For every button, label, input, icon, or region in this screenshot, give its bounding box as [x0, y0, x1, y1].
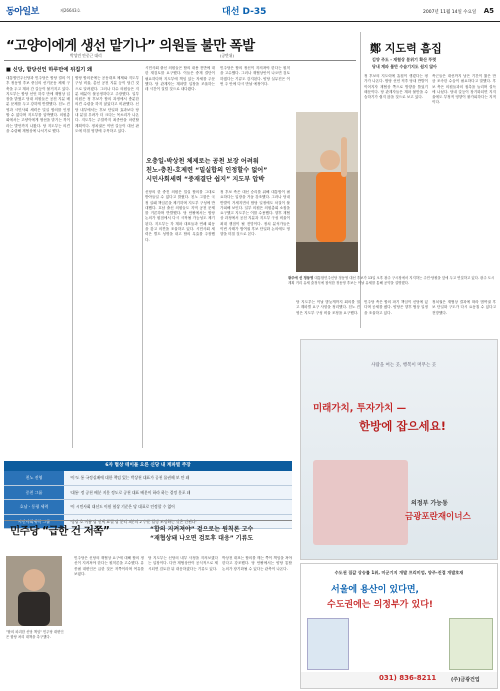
lower-photo: [6, 556, 62, 626]
ad2-phone: 031) 836-8211: [379, 674, 437, 682]
table-row-value: '이 시민사회 대선도 이원 협상 기준은 당 대표로 인정할 수 없어: [64, 500, 292, 514]
mid-heading-1: 오충일-박상천 체제로는 공천 보장 어려워: [146, 158, 259, 165]
quote-head-2: “재협상돼 나오면 검토후 대응” 기류도: [150, 535, 254, 542]
article-column-2: 합당 합의문에는 공동대표 체제와 지도부 구성 비율, 총선 공천 지분 등이 담긴 것으로 알려졌다. 그러나 다수 의원들은 지분 배분이 불공정하다고 주장했다. 일부 의원은 정 후보가 합의 과정에서 충분한 의견 수렴을 하지 않았다고 비판했다. 신당 내부에서는 후보 단일화 효과보다 당내 분열 우려가 더 크다는 목소리가 나온다. 지도부는 주말까지 최종안을 마련할 계획이다. 정치권은 이번 갈등이 대선 판도에 미칠 영향에 주목하고 있다.: [75, 76, 139, 133]
lower-photo-illustration: [6, 556, 62, 626]
column-text-2: 측근들은 대선까지 남은 기간이 짧은 만큼 조속한 수습이 필요하다고 말했다. 후보 측은 의원들과의 접촉을 늘리며 설득에 나섰다. 당내 갈등이 장기화되면 지지율에도 부정적 영향이 불가피하다는 지적이다.: [432, 74, 496, 105]
table-row-value: '대통' 정 공천 배분 지분 정도로 공천 대표 배분이 하라 하는 결정 분포 돼: [64, 486, 292, 500]
mid-heading-3: 시민사회세력 “중재결단 쉽지” 지도부 압박: [146, 176, 265, 183]
right-lower-col-3: 정치권은 재협상 결과에 따라 범여권 후보 단일화 구도가 다시 요동칠 수 있다고 전망했다.: [432, 300, 496, 315]
ad-line-2: 한방에 잡으세요!: [359, 419, 447, 433]
ad2-logo-box: [307, 618, 349, 670]
ad-tagline: 사람을 여는 곳, 행복이 머무는 곳: [371, 363, 437, 368]
ad-image: [313, 460, 408, 545]
article-column-3b: 민주당은 합의 정신이 지켜져야 한다는 원칙을 고수했다. 그러나 재협상안이 나오면 검토하겠다는 기류도 감지된다. 양당 실무진은 이번 주 안에 다시 만날 예정이다.: [220, 66, 290, 86]
section-title: 대선 D-35: [222, 7, 267, 17]
lower-col-1: 민주당은 신당의 재협상 요구에 대해 합의 정신이 지켜져야 한다는 원칙론을 고수했다. 유종필 대변인은 급한 것은 저쪽이라며 여유를 보였다.: [74, 556, 144, 576]
table-row-value: '정당 호 이름 당 선택 표결 당 분리 3분의 2 수준 결정 조정하는 것은 안된다': [64, 515, 292, 529]
table-row: [4, 486, 292, 501]
candidate-photo: [296, 112, 358, 272]
column-sub-2: 당내 계파 불만 수습기지도 쉽지 않아: [372, 64, 437, 69]
table-row-value: '이'도 통 국정실패에 대한 책임 있는 박상천 대표가 공천 몰권해 보 안 돼: [64, 471, 292, 485]
page-number: A5: [483, 7, 494, 15]
photo-caption-tag: 광주에 선 정동영: [288, 276, 314, 280]
photo-caption: [288, 276, 496, 285]
column-sub-1: 김양 주도 - 재협상 분위기 확산 뚜렷: [372, 57, 437, 62]
top-headline: “고양이에게 생선 맡기나” 의원들 불만 폭발: [6, 38, 255, 54]
article-column-5: 정 후보 측은 대선 승리를 위해 대통합이 필요하다는 입장을 거듭 강조했다. 그러나 당내 반발이 거세지면서 합당 일정에도 차질이 불가피해 보인다. 일부 의원은 의원총회 소집을 요구했고 지도부는 이를 수용했다. 향후 재협상 과정에서 공천 지분과 지도부 구성 비율이 최대 쟁점이 될 전망이다. 정치 분석가들은 이번 사태가 범여권 후보 단일화 논의에도 영향을 미칠 것으로 본다.: [220, 190, 290, 237]
lower-col-2: 당 지도부는 신당의 내부 사정을 지켜보겠다는 입장이다. 다만 재협상안이 공식적으로 제시되면 검토한 뒤 대응하겠다는 기류도 있다.: [148, 556, 218, 571]
ad-brand-pre: 의정부 가능동: [411, 500, 448, 507]
byline-left: 박성민 안중근 대리: [70, 53, 102, 58]
ad-brand: 금광포란재이너스: [405, 512, 471, 522]
lower-quote-heads: [150, 525, 253, 543]
lower-photo-caption: "합의 파괴한 신당 책임" 민주당 대변인은 합당 처리 대책을 촉구했다.: [6, 630, 64, 639]
lower-col-3: 박상천 대표는 합의를 깨는 쪽이 책임을 져야 한다고 강조했다. 당 안팎에서는 양당 통합 논의가 장기화될 수 있다는 관측이 나온다.: [222, 556, 292, 571]
table-row: [4, 500, 292, 515]
ad2-line-2: 서울에 용산이 있다면,: [331, 585, 419, 595]
table-row-key: 중친 그룹: [4, 486, 64, 500]
advertisement-top[interactable]: [300, 339, 498, 560]
date: 2007년 11월 14일 수요일: [422, 10, 477, 15]
issue-number: 제26643호: [60, 8, 81, 13]
ad-line-1: 미래가치, 투자가치 —: [313, 403, 407, 414]
faction-table: [4, 461, 292, 529]
right-lower-col-1: 당 지도부는 이날 밤늦게까지 회의를 열고 계파별 요구 사항을 정리했다. 친노 진영은 지도부 구성 비율 조정을 요구했다.: [296, 300, 360, 315]
mid-heading-block: [146, 157, 292, 184]
article-column-1: 대통합민주신당과 민주당은 합당 결의 이후 정동영 후보 중심의 선거운동 체제 구축을 두고 계파 간 갈등이 불거지고 있다. 지도부는 합당 선언 하루 만에 재협상 입장을 밝혔고 당내 의원들은 공천 지분 배분 문제를 두고 강하게 반발했다. 친노 진영과 시민사회 세력은 밀실 합의를 인정할 수 없다며 지도부를 압박했다. 의원총회에서는 고양이에게 생선을 맡기는 격이라는 발언까지 나왔다. 당 지도부는 의견을 수렴해 재협상에 나서기로 했다.: [6, 76, 70, 133]
column-title: 鄭 지도력 흠집: [370, 42, 442, 55]
right-lower-col-2: 민주당 측은 합의 파기 책임이 신당에 있다며 공세를 폈다. 양당은 향후 협상 일정을 조율하고 있다.: [364, 300, 428, 315]
headline-rule: [4, 60, 356, 61]
advertisement-bottom[interactable]: [300, 563, 498, 689]
quote-head-1: “합의 지켜져야” 겉으로는 원칙론 고수: [150, 526, 254, 533]
article-column-3a: 시민사회 출신 의원들은 합의 내용 전반에 대한 재검토를 요구했다. 이들은 중재 결단이 필요하다며 지도부에 책임 있는 자세를 주문했다. 당 관계자는 계파별 입장을 조율하는 데 시간이 걸릴 것으로 내다봤다.: [145, 66, 215, 92]
table-row-key: 호남 - 동평 세력: [4, 500, 64, 514]
dateline: [423, 7, 494, 15]
table-row-key: 친노 진영: [4, 471, 64, 485]
table-row-key: 시민사회세력 그룹: [4, 515, 64, 529]
masthead: [0, 0, 500, 22]
top-subhead: ■ 신당, 합당선언 하루만에 뒤집기 왜: [6, 67, 93, 73]
ad2-line-3: 수도권에는 의정부가 있다!: [327, 600, 434, 610]
byline-right: (공반위): [220, 53, 234, 58]
photo-caption-text: 대통합민주신당 정동영 대선 후보가 13일 오후 광주 구시청에서 지지하는 주민·당원을 앞에 두고 연설하고 있다. 광주 도시계획 거리 유세 출정식에 참석한 정동영 후보는 이날 유세를 통해 공약을 설명했다.: [288, 276, 495, 285]
article-column-4: 신당의 한 중진 의원은 밀실 합의를 그대로 받아들일 수 없다고 밝혔다. 친노 그룹은 국정 실패 책임론을 제기하며 지도부 구성에 반대했다. 호남 출신 의원들도 지역 공천 문제를 거론하며 반발했다. 당 안팎에서는 합당 논의가 원점에서 다시 시작될 가능성도 제기된다. 지도부는 각 계파 대표들과 연쇄 회동을 갖고 의견을 조율하고 있다. 시민사회 세력은 별도 성명을 내고 합의 무효를 주장했다.: [145, 190, 215, 242]
ad2-map-box: [449, 618, 493, 670]
column-text-1: 정 후보의 지도력에 흠집이 생겼다는 평가가 나온다. 합당 선언 직후 당내 반발이 이어지자 재협상 쪽으로 방향을 틀었기 때문이다. 당 관계자들은 계파 불만을 수습하기가 쉽지 않을 것으로 보고 있다.: [364, 74, 428, 100]
table-title: 6자 협상 테이블 오른 신당 내 계파별 주장: [4, 461, 292, 471]
ad2-line-1: 수도권 집값 상승률 1위, 미군기지 개발 프리미엄, 양주-진접 개발호재: [334, 570, 464, 575]
ad2-builder: (주)금광건업: [451, 677, 480, 683]
lower-headline: 민주당 “급한 건 저쪽”: [10, 525, 110, 537]
table-row: [4, 471, 292, 486]
photo-illustration: [296, 112, 358, 272]
newspaper-logo: 동아일보: [6, 7, 39, 17]
mid-heading-2: 친노-충친-호제련 “밀실합의 인정할수 없어”: [146, 167, 268, 174]
